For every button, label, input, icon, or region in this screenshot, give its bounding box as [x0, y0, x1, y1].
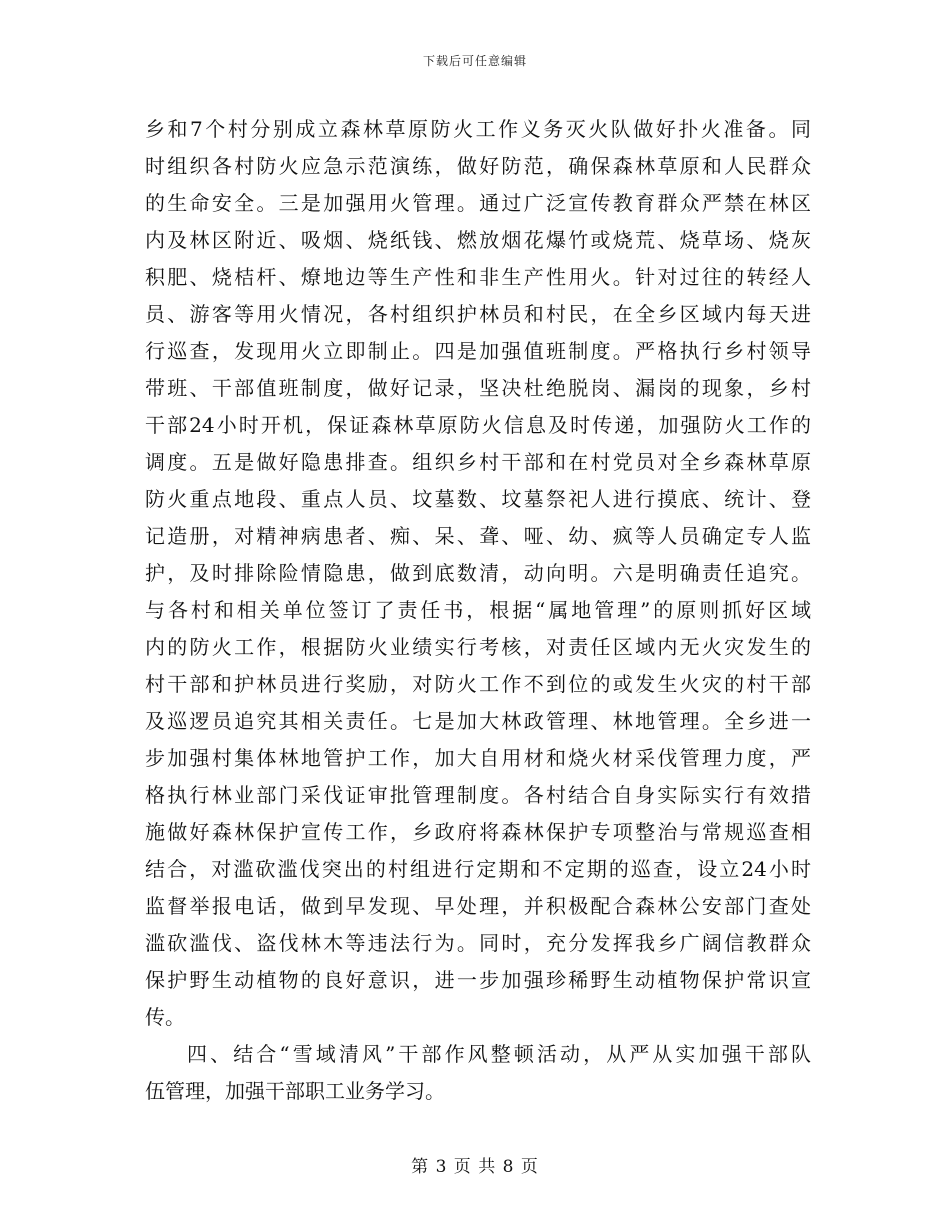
text-line: 积肥、烧桔杆、燎地边等生产性和非生产性用火。针对过往的转经人: [145, 265, 811, 289]
text-line: 内的防火工作，根据防火业绩实行考核，对责任区域内无火灾发生的: [145, 635, 811, 659]
document-body: [145, 111, 811, 1110]
text-line: 监督举报电话，做到早发现、早处理，并积极配合森林公安部门查处: [145, 894, 811, 918]
text-line: 乡和7个村分别成立森林草原防火工作义务灭火队做好扑火准备。同: [145, 117, 811, 141]
text-line: 的生命安全。三是加强用火管理。通过广泛宣传教育群众严禁在林区: [145, 191, 811, 215]
text-line: 行巡查，发现用火立即制止。四是加强值班制度。严格执行乡村领导: [145, 339, 811, 363]
text-line: 格执行林业部门采伐证审批管理制度。各村结合自身实际实行有效措: [145, 783, 811, 807]
text-line: 护，及时排除险情隐患，做到底数清，动向明。六是明确责任追究。: [145, 561, 811, 585]
text-line: 滥砍滥伐、盗伐林木等违法行为。同时，充分发挥我乡广阔信教群众: [145, 931, 811, 955]
text-line: 记造册，对精神病患者、痴、呆、聋、哑、幼、疯等人员确定专人监: [145, 524, 811, 548]
text-line: 村干部和护林员进行奖励，对防火工作不到位的或发生火灾的村干部: [145, 672, 811, 696]
text-line: 调度。五是做好隐患排查。组织乡村干部和在村党员对全乡森林草原: [145, 450, 811, 474]
text-line: 员、游客等用火情况，各村组织护林员和村民，在全乡区域内每天进: [145, 302, 811, 326]
page-number: 第 3 页 共 8 页: [411, 1157, 539, 1177]
text-line: 与各村和相关单位签订了责任书，根据“属地管理”的原则抓好区域: [145, 598, 811, 622]
text-line: 内及林区附近、吸烟、烧纸钱、燃放烟花爆竹或烧荒、烧草场、烧灰: [145, 228, 811, 252]
text-line: 及巡逻员追究其相关责任。七是加大林政管理、林地管理。全乡进一: [145, 709, 811, 733]
text-line: 传。: [145, 1005, 185, 1029]
text-line: 结合，对滥砍滥伐突出的村组进行定期和不定期的巡查，设立24小时: [145, 857, 811, 881]
page-header: 下载后可任意编辑: [422, 54, 527, 68]
text-line: 保护野生动植物的良好意识，进一步加强珍稀野生动植物保护常识宣: [145, 968, 811, 992]
text-line: 干部24小时开机，保证森林草原防火信息及时传递，加强防火工作的: [145, 413, 811, 437]
text-line: 带班、干部值班制度，做好记录，坚决杜绝脱岗、漏岗的现象，乡村: [145, 376, 811, 400]
text-line: 施做好森林保护宣传工作，乡政府将森林保护专项整治与常规巡查相: [145, 820, 811, 844]
section-heading-line: 四、结合“雪域清风”干部作风整顿活动，从严从实加强干部队: [187, 1042, 811, 1066]
text-line: 伍管理，加强干部职工业务学习。: [145, 1079, 445, 1103]
text-line: 时组织各村防火应急示范演练，做好防范，确保森林草原和人民群众: [145, 154, 811, 178]
text-line: 防火重点地段、重点人员、坟墓数、坟墓祭祀人进行摸底、统计、登: [145, 487, 811, 511]
text-line: 步加强村集体林地管护工作，加大自用材和烧火材采伐管理力度，严: [145, 746, 811, 770]
